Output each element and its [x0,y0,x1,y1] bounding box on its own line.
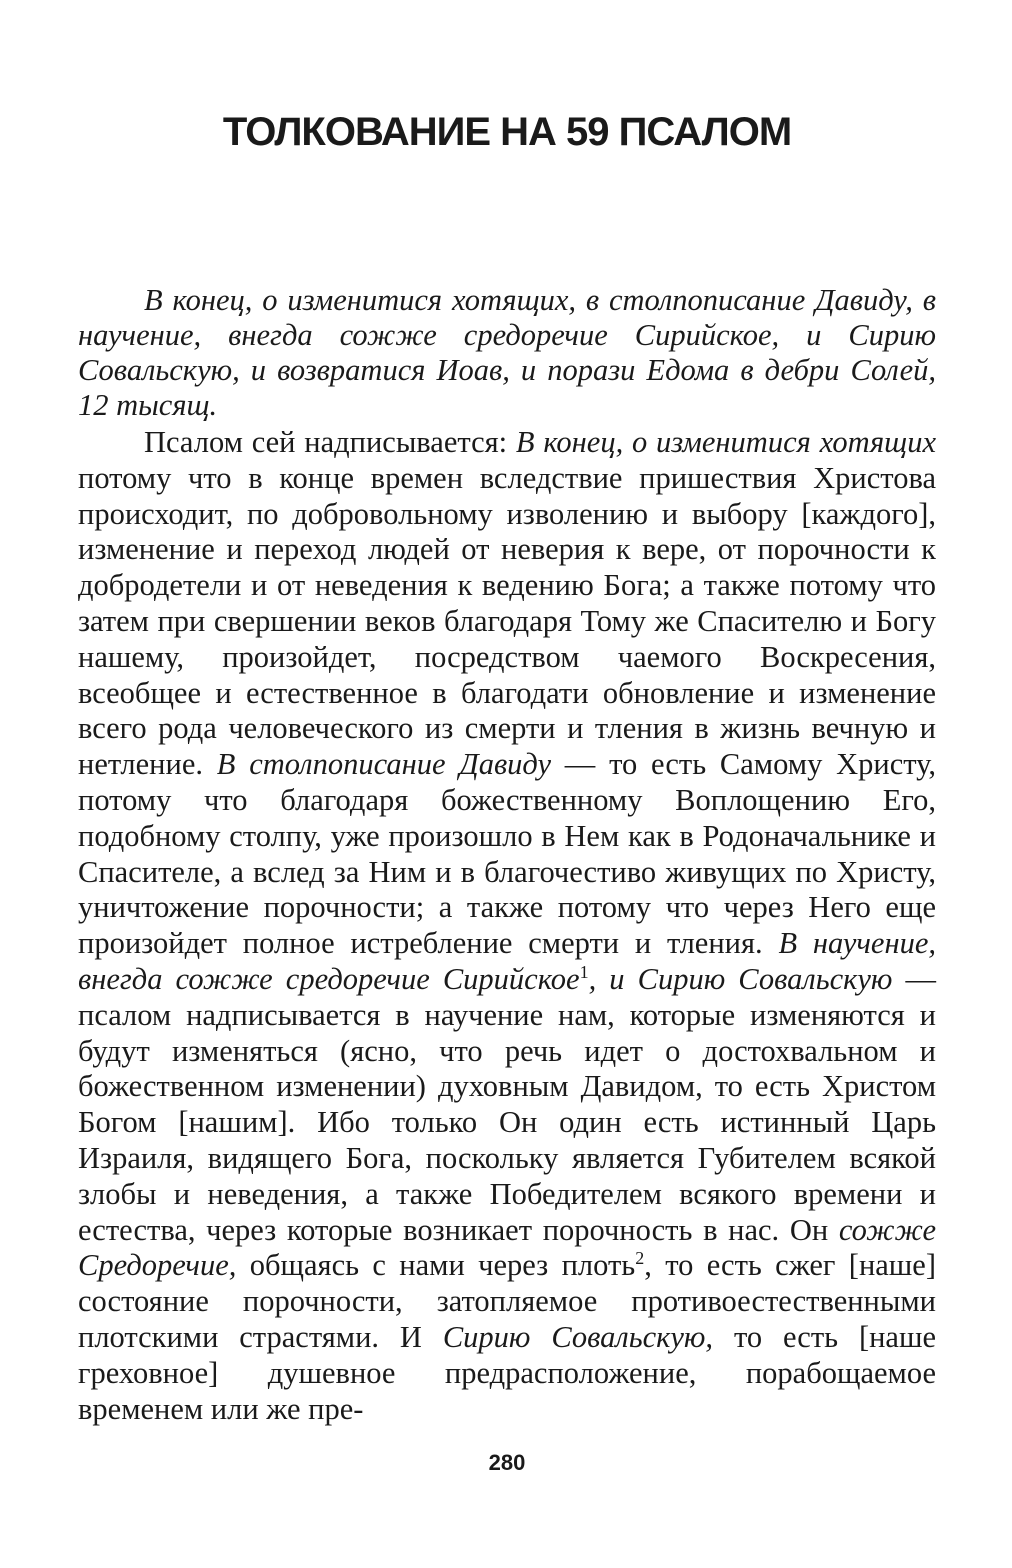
body-text: то есть [наше греховное] душевное предрасположение, порабощаемое временем или же пре- [78,1319,936,1426]
footnote-marker: 2 [635,1248,645,1269]
footnote-marker: 1 [579,961,589,982]
commentary-paragraph [78,425,936,1427]
quote-text: В столпописание Давиду [216,747,551,782]
body-text: — то есть Самому Христу, потому что благодаря божественному Воплощению Его, подобному столпу, уже произошло в Нем как в Родоначальнике и Спасителе, а вслед за Ним и в благочестиво живущих по Христу, уничтожение порочности; а также потому что через Него еще произойдет полное истребление смерти и тления. [78,747,937,961]
book-page [78,0,936,1568]
page-number: 280 [488,1450,526,1475]
page-title: ТОЛКОВАНИЕ НА 59 ПСАЛОМ [222,110,792,154]
body-text: Псалом сей надписывается: [144,425,516,459]
body-text: общаясь с нами через плоть [236,1248,636,1283]
quote-text: В конец, о изменитися хотящих [515,425,936,459]
quote-text: Сирию Совальскую, [442,1319,714,1354]
quote-text: , и Сирию Совальскую [588,961,893,996]
quote-text: сожже Средоречие, [78,1212,936,1283]
body-text: , то есть сжег [наше] состояние порочности, затопляемое противоестественными плотскими страстями. И [78,1248,936,1354]
quote-text: В научение, внегда сожже средоречие Сирийское [78,926,937,996]
body-text: потому что в конце времен вследствие пришествия Христова происходит, по добровольному изволению и выбору [каждого], изменение и переход людей от неверия к вере, от порочности к добродетели и от неведения к ведению Бога; а также потому что затем при свершении веков благодаря Тому же Спасителю и Богу нашему, произойдет, посредством чаемого Воскресения, всеобщее и естественное в благодати обновление и изменение всего рода человеческого из смерти и тления в жизнь вечную и нетление. [78,460,936,782]
body-text: — псалом надписывается в научение нам, которые изменяются и будут изменяться (ясно, что речь идет о достохвальном и божественном изменении) духовным Давидом, то есть Христом Богом [нашим]. Ибо только Он один есть истинный Царь Израиля, видящего Бога, поскольку является Губителем всякой злобы и неведения, а также Победителем всякого времени и естества, через которые возникает порочность в нас. Он [78,961,936,1247]
psalm-superscription: В конец, о изменитися хотящих, в столпописание Давиду, в научение, внегда сожже средоречие Сирийское, и Сирию Совальскую, и возвратися Иоав, и порази Едома в дебри Солей, 12 тысящ. [78,283,936,422]
